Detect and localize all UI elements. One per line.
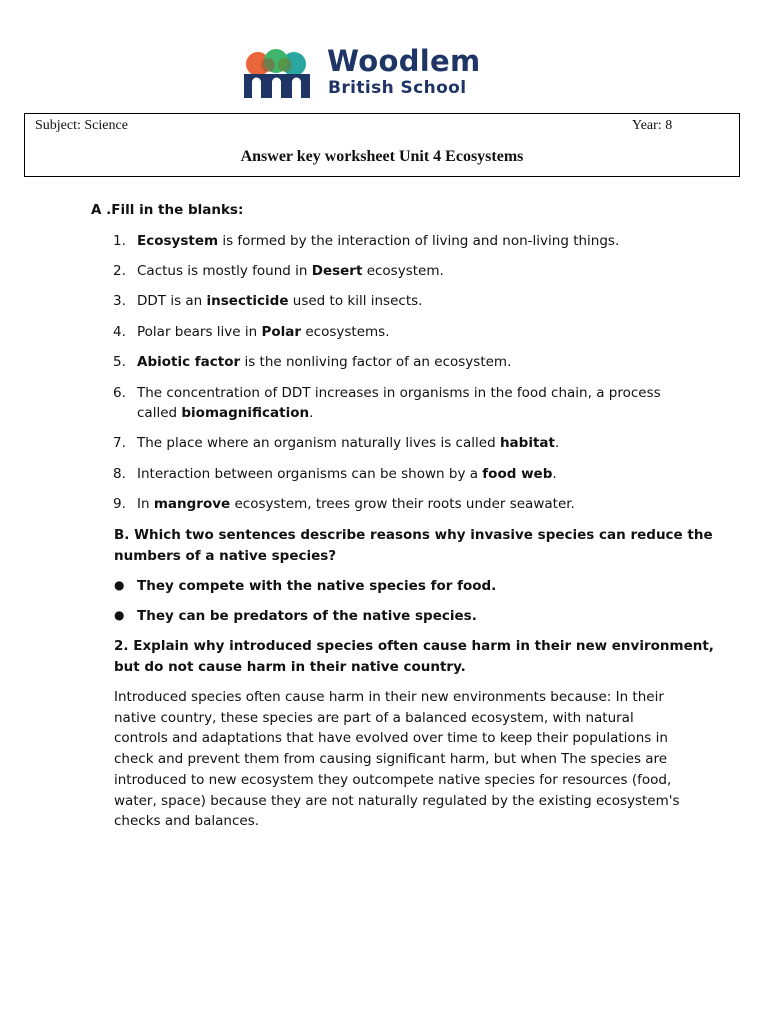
item-number: 8. [113,466,126,482]
question-2-heading: 2. Explain why introduced species often cause harm in their new environment, [114,638,714,654]
item-text: ecosystem, trees grow their roots under seawater. [230,496,575,512]
item-text: . [309,405,314,421]
question-2-heading-cont: but do not cause harm in their native country. [114,659,466,675]
answer-text: insecticide [206,293,289,309]
item-text: In [137,496,154,512]
answer-text: Polar [261,324,302,340]
school-name: Woodlem [327,44,481,78]
item-text: DDT is an [137,293,207,309]
bullet-text: They can be predators of the native species. [137,608,477,624]
answer-text: mangrove [153,496,231,512]
item-text: Polar bears live in [137,324,262,340]
section-b-question-cont: numbers of a native species? [114,548,337,564]
item-text: used to kill insects. [288,293,423,309]
worksheet-header [24,113,740,177]
item-text: The concentration of DDT increases in organisms in the food chain, a process [137,385,661,401]
item-number: 1. [113,233,126,249]
item-number: 5. [113,354,126,370]
item-number: 9. [113,496,126,512]
item-text: The place where an organism naturally lives is called [137,435,500,451]
item-number: 7. [113,435,126,451]
school-logo [241,44,531,100]
school-crest-icon [241,48,313,100]
item-text: called [137,405,182,421]
item-number: 3. [113,293,126,309]
item-text: Cactus is mostly found in [137,263,312,279]
item-text: . [554,435,560,451]
answer-text: food web [482,466,553,482]
item-text: Interaction between organisms can be shown by a [137,466,483,482]
item-number: 6. [113,385,126,401]
item-number: 2. [113,263,126,279]
answer-text: Desert [311,263,363,279]
answer-text: habitat [499,435,555,451]
question-2-answer: Introduced species often cause harm in their new environments because: In their native country, these species are part of a balanced ecosystem, with natural controls and adaptations that have evolved over time to keep their populations in check and prevent them from causing significant harm, but when The species are introduced to new ecosystem they outcompete native species for resources (food, water, space) because they are not naturally regulated by the existing ecosystem's checks and balances. [114,689,680,830]
school-subtitle: British School [328,78,467,98]
item-number: 4. [113,324,126,340]
item-text: ecosystem. [362,263,444,279]
item-text: . [552,466,557,482]
bullet-icon: ● [114,608,125,622]
answer-text: biomagnification [181,405,310,421]
item-text: ecosystems. [301,324,390,340]
year-label: Year: 8 [632,118,673,133]
worksheet-title: Answer key worksheet Unit 4 Ecosystems [240,148,524,165]
bullet-icon: ● [114,578,125,592]
item-text: is the nonliving factor of an ecosystem. [240,354,512,370]
section-a-heading: A .Fill in the blanks: [91,202,244,218]
item-text: is formed by the interaction of living and non-living things. [218,233,620,249]
answer-text: Ecosystem [137,233,219,249]
bullet-text: They compete with the native species for food. [137,578,497,594]
answer-text: Abiotic factor [137,354,241,370]
section-b-question: B. Which two sentences describe reasons why invasive species can reduce the [114,527,713,543]
subject-label: Subject: Science [35,118,128,133]
